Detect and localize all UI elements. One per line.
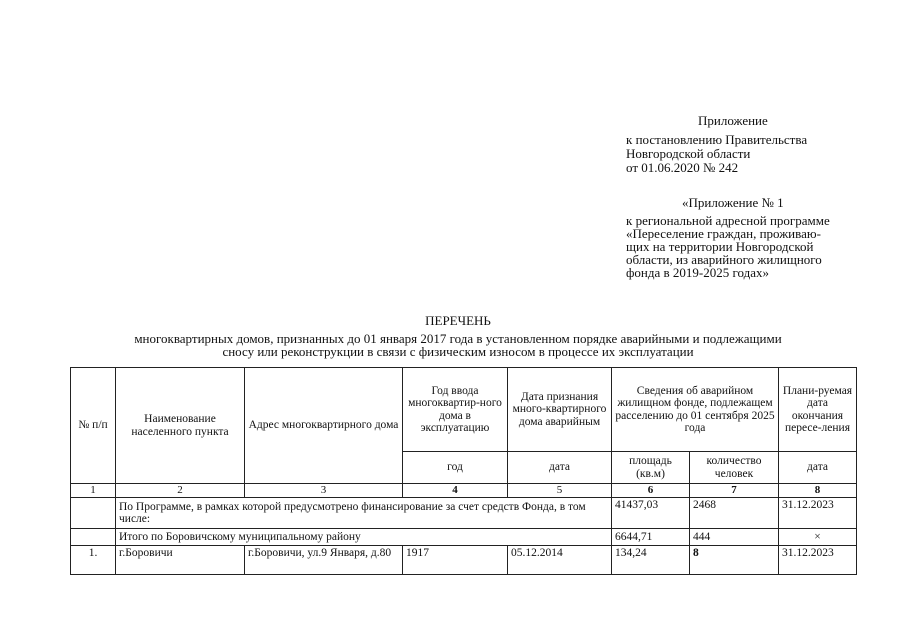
appendix-1-line: фонда в 2019-2025 годах» bbox=[626, 265, 769, 280]
column-number: 5 bbox=[508, 484, 612, 498]
housing-table bbox=[70, 367, 857, 575]
appendix-1-line: щих на территории Новгородской bbox=[626, 239, 814, 254]
row-people: 8 bbox=[690, 546, 779, 575]
row-address: г.Боровичи, ул.9 Января, д.80 bbox=[245, 546, 403, 575]
subheader-date: дата bbox=[508, 452, 612, 484]
column-number: 1 bbox=[71, 484, 116, 498]
header-year: Год ввода многоквартир-ного дома в эксплуатацию bbox=[403, 368, 508, 452]
row-settlement: г.Боровичи bbox=[116, 546, 245, 575]
appendix-1-block bbox=[626, 196, 876, 279]
appendix-heading: Приложение bbox=[698, 113, 768, 128]
appendix-1-line: области, из аварийного жилищного bbox=[626, 252, 822, 267]
subheader-people: количество человек bbox=[690, 452, 779, 484]
column-number: 4 bbox=[403, 484, 508, 498]
title-name: ПЕРЕЧЕНЬ bbox=[425, 313, 491, 328]
row-num: 1. bbox=[71, 546, 116, 575]
column-numbers-row bbox=[71, 484, 857, 498]
column-number: 2 bbox=[116, 484, 245, 498]
header-settlement: Наименование населенного пункта bbox=[116, 368, 245, 484]
table-row bbox=[71, 546, 857, 575]
column-number: 3 bbox=[245, 484, 403, 498]
subheader-area: площадь (кв.м) bbox=[612, 452, 690, 484]
title-line-1: многоквартирных домов, признанных до 01 января 2017 года в установленном порядке аварийными и подлежащими bbox=[134, 331, 782, 346]
empty-cell bbox=[71, 498, 116, 529]
program-total-row bbox=[71, 498, 857, 529]
district-total-area: 6644,71 bbox=[612, 529, 690, 546]
subheader-year: год bbox=[403, 452, 508, 484]
header-info: Сведения об аварийном жилищном фонде, подлежащем расселению до 01 сентября 2025 года bbox=[612, 368, 779, 452]
district-total-row bbox=[71, 529, 857, 546]
header-num: № п/п bbox=[71, 368, 116, 484]
title-line-2: сносу или реконструкции в связи с физическим износом в процессе их эксплуатации bbox=[222, 344, 694, 359]
empty-cell bbox=[71, 529, 116, 546]
appendix-1-heading: «Приложение № 1 bbox=[682, 195, 784, 210]
column-number: 6 bbox=[612, 484, 690, 498]
appendix-block bbox=[626, 114, 876, 175]
row-year: 1917 bbox=[403, 546, 508, 575]
district-total-date: × bbox=[779, 529, 857, 546]
program-total-people: 2468 bbox=[690, 498, 779, 529]
row-date: 05.12.2014 bbox=[508, 546, 612, 575]
program-total-area: 41437,03 bbox=[612, 498, 690, 529]
appendix-line: к постановлению Правительства bbox=[626, 132, 808, 147]
column-number: 8 bbox=[779, 484, 857, 498]
district-total-people: 444 bbox=[690, 529, 779, 546]
document-title bbox=[60, 314, 856, 358]
appendix-1-line: «Переселение граждан, проживаю- bbox=[626, 226, 821, 241]
header-planned: Плани-руемая дата окончания пересе-ления bbox=[779, 368, 857, 452]
header-address: Адрес многоквартирного дома bbox=[245, 368, 403, 484]
subheader-planned: дата bbox=[779, 452, 857, 484]
program-total-label: По Программе, в рамках которой предусмотрено финансирование за счет средств Фонда, в том числе: bbox=[116, 498, 612, 529]
appendix-line: от 01.06.2020 № 242 bbox=[626, 160, 739, 175]
appendix-line: Новгородской области bbox=[626, 146, 751, 161]
district-total-label: Итого по Боровичскому муниципальному району bbox=[116, 529, 612, 546]
column-number: 7 bbox=[690, 484, 779, 498]
header-date: Дата признания много-квартирного дома аварийным bbox=[508, 368, 612, 452]
row-planned: 31.12.2023 bbox=[779, 546, 857, 575]
program-total-date: 31.12.2023 bbox=[779, 498, 857, 529]
row-area: 134,24 bbox=[612, 546, 690, 575]
appendix-1-line: к региональной адресной программе bbox=[626, 213, 830, 228]
